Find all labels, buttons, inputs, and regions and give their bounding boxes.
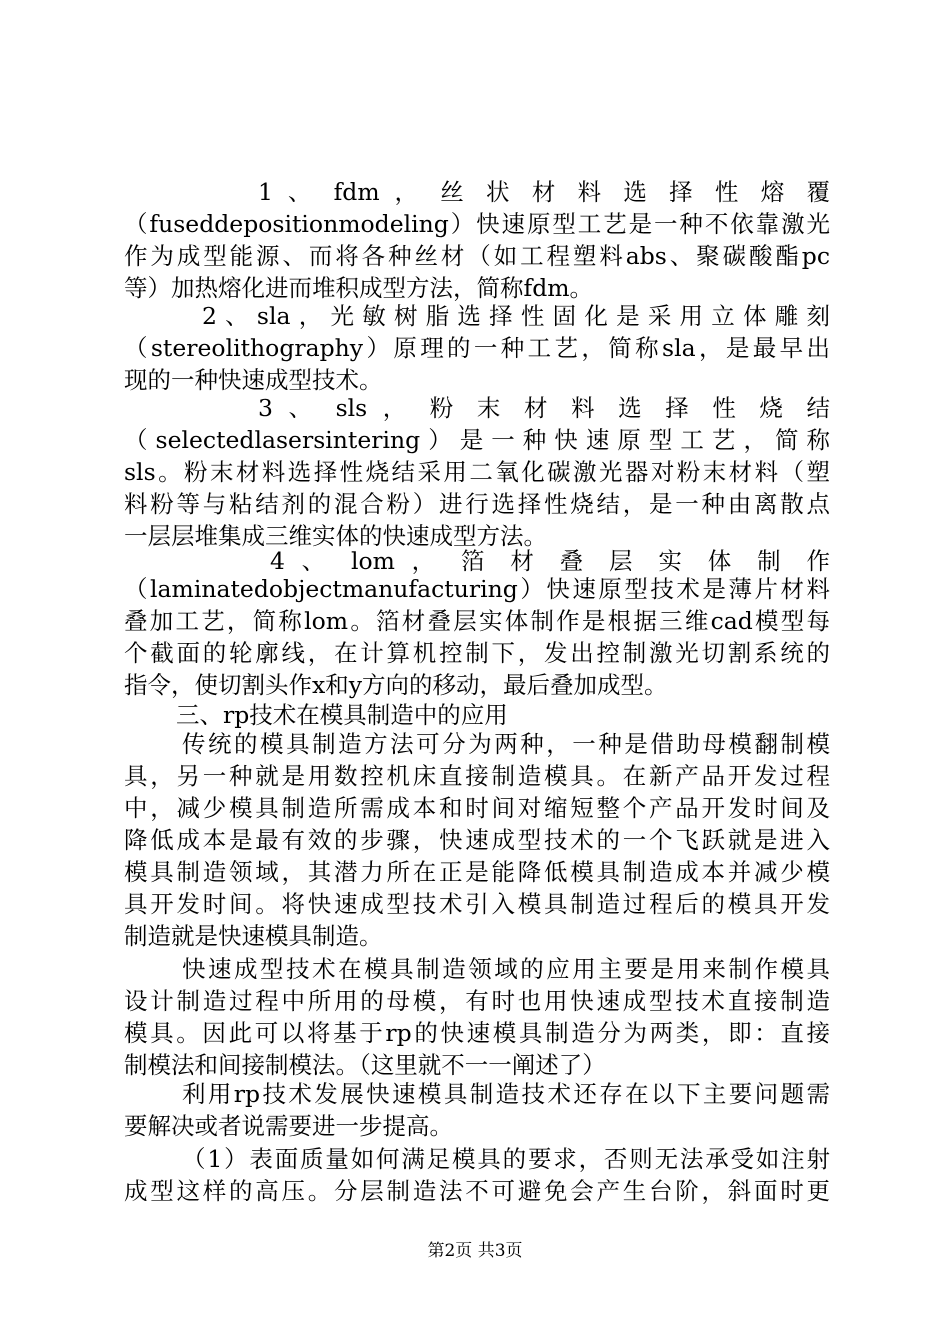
text-line: 1 、 fdm ， 丝 状 材 料 选 择 性 熔 覆 [258, 178, 830, 206]
text-line: 制模法和间接制模法。（这里就不一一阐述了） [124, 1051, 606, 1079]
text-line: （fuseddepositionmodeling）快速原型工艺是一种不依靠激光 [124, 210, 830, 238]
text-line: 中，减少模具制造所需成本和时间对缩短整个产品开发时间及 [124, 794, 830, 822]
text-line: 指令，使切割头作x和y方向的移动，最后叠加成型。 [124, 671, 668, 699]
text-line: 2、sla，光敏树脂选择性固化是采用立体雕刻 [202, 302, 830, 330]
text-line: 作为成型能源、而将各种丝材（如工程塑料abs、聚碳酸酯pc [124, 242, 830, 270]
text-line: 设计制造过程中所用的母模，有时也用快速成型技术直接制造 [124, 987, 830, 1015]
text-line: 利用rp技术发展快速模具制造技术还存在以下主要问题需 [182, 1080, 830, 1108]
text-line: （laminatedobjectmanufacturing）快速原型技术是薄片材料 [124, 575, 830, 603]
text-line: 要解决或者说需要进一步提高。 [124, 1112, 453, 1140]
page-footer [0, 1240, 950, 1262]
text-line: 叠加工艺，简称lom。箔材叠层实体制作是根据三维cad模型每 [124, 607, 830, 635]
text-line: 4 、 lom ， 箔 材 叠 层 实 体 制 作 [270, 547, 830, 575]
text-line: （selectedlasersintering）是一种快速原型工艺，简称 [124, 426, 830, 454]
text-line: 一层层堆集成三维实体的快速成型方法。 [124, 522, 547, 550]
text-line: 具开发时间。将快速成型技术引入模具制造过程后的模具开发 [124, 890, 830, 918]
text-line: 三、rp技术在模具制造中的应用 [176, 701, 508, 729]
text-line: sls。粉末材料选择性烧结采用二氧化碳激光器对粉末材料（塑 [124, 458, 830, 486]
text-line: 成型这样的高压。分层制造法不可避免会产生台阶，斜面时更 [124, 1177, 830, 1205]
text-line: （stereolithography）原理的一种工艺，简称sla，是最早出 [124, 334, 830, 362]
text-line: 料粉等与粘结剂的混合粉）进行选择性烧结，是一种由离散点 [124, 490, 830, 518]
text-line: 个截面的轮廓线，在计算机控制下，发出控制激光切割系统的 [124, 639, 830, 667]
text-line: 3 、 sls ， 粉 末 材 料 选 择 性 烧 结 [258, 394, 830, 422]
text-line: 传统的模具制造方法可分为两种，一种是借助母模翻制模 [182, 730, 830, 758]
text-line: 快速成型技术在模具制造领域的应用主要是用来制作模具 [182, 955, 830, 983]
text-line: 现的一种快速成型技术。 [124, 366, 383, 394]
text-line: 降低成本是最有效的步骤，快速成型技术的一个飞跃就是进入 [124, 826, 830, 854]
text-line: 具，另一种就是用数控机床直接制造模具。在新产品开发过程 [124, 762, 830, 790]
page-number-label: 第2页 共3页 [427, 1241, 523, 1261]
text-line: 模具。因此可以将基于rp的快速模具制造分为两类，即：直接 [124, 1019, 830, 1047]
text-line: 等）加热熔化进而堆积成型方法，简称fdm。 [124, 274, 594, 302]
text-line: （1）表面质量如何满足模具的要求，否则无法承受如注射 [182, 1145, 830, 1173]
text-line: 制造就是快速模具制造。 [124, 922, 383, 950]
text-line: 模具制造领域，其潜力所在正是能降低模具制造成本并减少模 [124, 858, 830, 886]
